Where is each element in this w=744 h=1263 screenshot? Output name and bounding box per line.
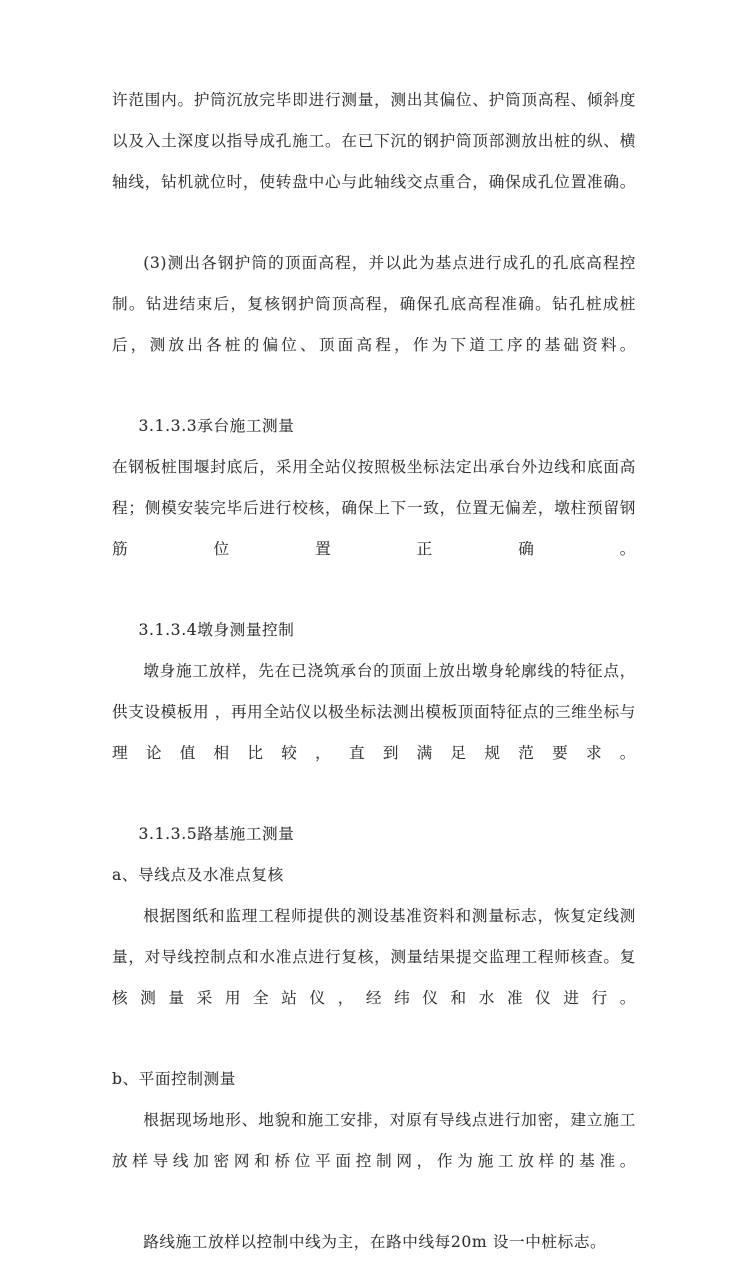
label-item-b: b、平面控制测量 <box>112 1070 236 1089</box>
heading-3-1-3-3: 3.1.3.3承台施工测量 <box>138 417 295 436</box>
paragraph-item-b-body: 根据现场地形、地貌和施工安排，对原有导线点进行加密，建立施工放样导线加密网和桥位平面控制网，作为施工放样的基准。 <box>112 1110 636 1170</box>
heading-3-1-3-5: 3.1.3.5路基施工测量 <box>138 825 295 844</box>
heading-3-1-3-4: 3.1.3.4墩身测量控制 <box>138 621 295 640</box>
page-content <box>112 80 636 1263</box>
paragraph-item-a-body: 根据图纸和监理工程师提供的测设基准资料和测量标志，恢复定线测量，对导线控制点和水准点进行复核，测量结果提交监理工程师核查。复核测量采用全站仪，经纬仪和水准仪进行。 <box>112 906 636 1007</box>
paragraph-continuation: 许范围内。护筒沉放完毕即进行测量，测出其偏位、护筒顶高程、倾斜度以及入土深度以指导成孔施工。在已下沉的钢护筒顶部测放出桩的纵、横轴线，钻机就位时，使转盘中心与此轴线交点重合，确保成孔位置准确。 <box>112 91 636 191</box>
paragraph-3-1-3-4-body: 墩身施工放样，先在已浇筑承台的顶面上放出墩身轮廓线的特征点，供支设模板用 ，再用全站仪以极坐标法测出模板顶面特征点的三维坐标与理论值相比较，直到满足规范要求。 <box>112 662 636 762</box>
paragraph-3-1-3-3-body: 在钢板桩围堰封底后，采用全站仪按照极坐标法定出承台外边线和底面高程；侧模安装完毕后进行校核，确保上下一致，位置无偏差，墩柱预留钢筋位置正确。 <box>112 458 636 558</box>
label-item-a: a、导线点及水准点复核 <box>112 866 284 885</box>
paragraph-item-b-body-2: 路线施工放样以控制中线为主，在路中线每20m 设一中桩标志。 <box>143 1233 607 1252</box>
paragraph-item-3: (3)测出各钢护筒的顶面高程，并以此为基点进行成孔的孔底高程控制。钻进结束后，复核钢护筒顶高程，确保孔底高程准确。钻孔桩成桩后，测放出各桩的偏位、顶面高程，作为下道工序的基础资料。 <box>112 254 636 354</box>
